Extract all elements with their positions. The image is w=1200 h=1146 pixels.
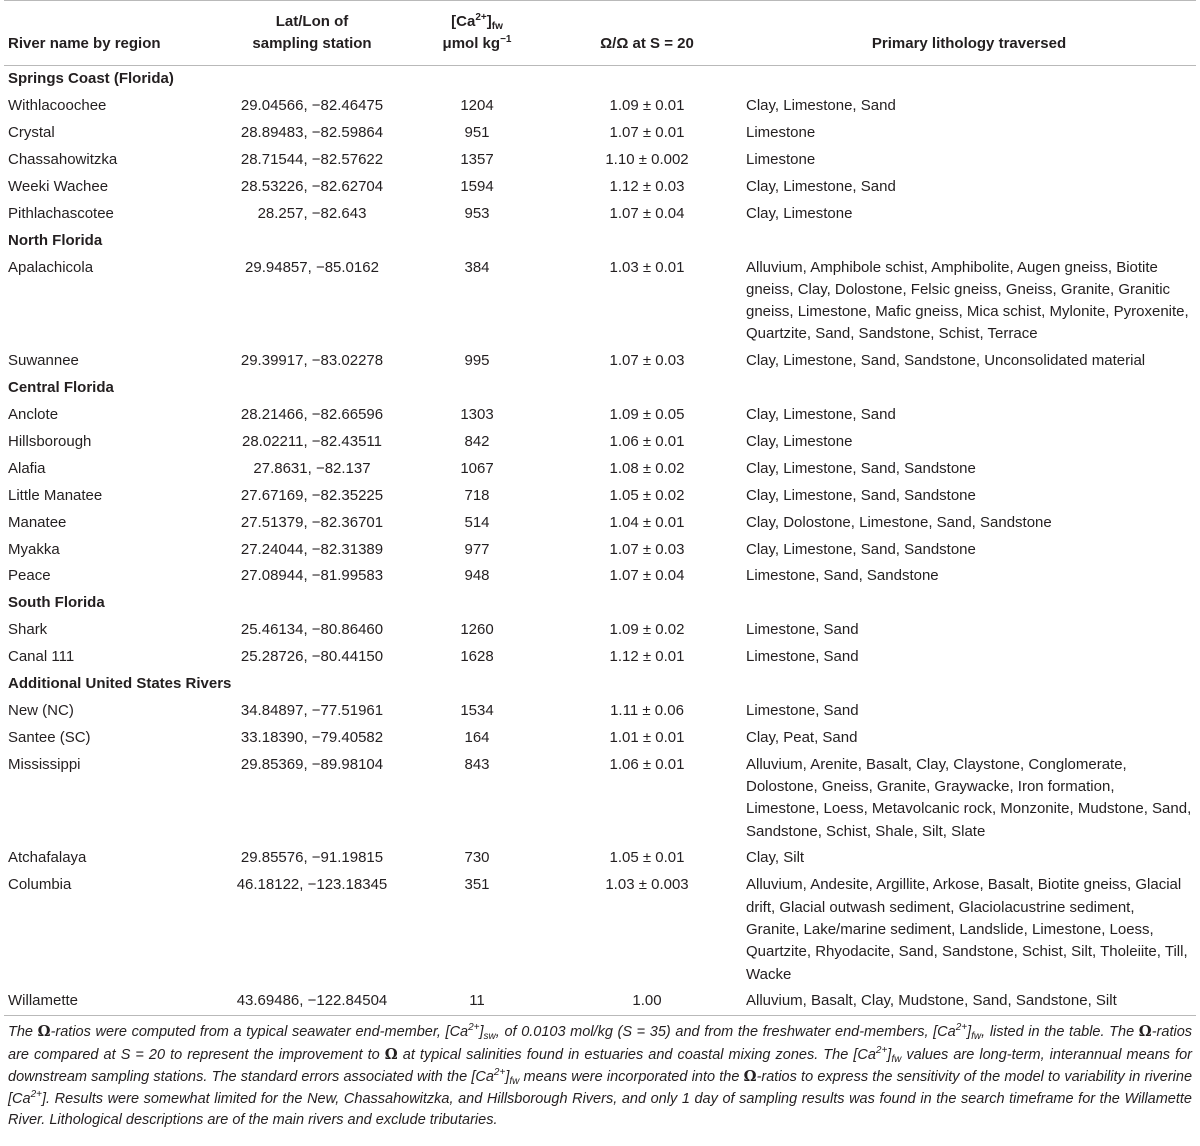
table-row [4,456,1196,483]
calcium-cell: 948 [464,567,490,585]
region-heading: South Florida [8,594,105,612]
region-row [4,590,1196,617]
lithology-cell: Clay, Limestone [746,204,853,222]
lithology-cell: Limestone [746,150,816,168]
region-heading: Additional United States Rivers [8,675,232,692]
omega-ratio-cell: 1.06 ± 0.01 [609,432,685,450]
omega-ratio-cell: 1.05 ± 0.01 [609,849,685,867]
table-row [4,200,1196,227]
latlon-cell: 33.18390, −79.40582 [240,728,384,746]
latlon-cell: 29.85576, −91.19815 [240,849,384,867]
latlon-cell: 28.71544, −82.57622 [240,150,384,168]
calcium-cell: 842 [464,432,490,450]
table-row [4,724,1196,751]
river-name-cell: Withlacoochee [8,97,107,115]
river-name-cell: Peace [8,567,51,585]
river-name-cell: Hillsborough [8,432,92,450]
omega-ratio-cell: 1.09 ± 0.02 [609,621,685,639]
latlon-cell: 28.257, −82.643 [257,204,367,222]
omega-ratio-cell: 1.07 ± 0.04 [609,204,685,222]
river-name-cell: Chassahowitzka [8,150,118,168]
river-name-cell: Weeki Wachee [8,177,109,195]
calcium-cell: 953 [464,204,490,222]
calcium-cell: 351 [464,876,490,894]
lithology-cell: Limestone [746,124,816,142]
omega-ratio-cell: 1.07 ± 0.03 [609,540,685,558]
table-row [4,536,1196,563]
lithology-cell: Clay, Dolostone, Limestone, Sand, Sandstone [746,513,1052,531]
river-name-cell: Crystal [8,124,55,142]
calcium-cell: 384 [464,258,490,276]
river-name-cell: Shark [8,621,48,639]
calcium-cell: 977 [464,540,490,558]
river-name-cell: Mississippi [8,755,81,773]
lithology-cell: Clay, Peat, Sand [746,728,858,746]
river-name-cell: Apalachicola [8,258,94,276]
calcium-cell: 1067 [460,459,494,477]
table-row [4,348,1196,375]
table-footnote: The Ω-ratios were computed from a typical seawater end-member, $[Ca^{2+}]_{sw}$, of 0.0103 mol/kg (S = 35) and from the freshwater end-members, $[Ca^{2+}]_{fw}$, listed in the table. The Ω-ratios are compared at S = 20 to represent the improvement to Ω at typical salinities found in estuaries and coastal mixing zones. The $[Ca^{2+}]_{fw}$ values are long-term, interannual means for downstream sampling stations. The standard errors associated with the $[Ca^{2+}]_{fw}$ means were incorporated into the Ω-ratios to express the sensitivity of the model to variability in riverine $[Ca^{2+}]$. Results were somewhat limited for the New, Chassahowitzka, and Hillsborough Rivers, and only 1 day of sampling results was found in the search timeframe for the Willamette River. Lithological descriptions are of the main rivers and exclude tributaries. [8,1022,1193,1129]
latlon-cell: 34.84897, −77.51961 [240,701,384,719]
latlon-cell: 27.08944, −81.99583 [240,567,384,585]
region-heading: Springs Coast (Florida) [8,70,174,88]
header-calcium: $[Ca^{2+}]_{fw}$ μmol $kg^{-1}$ [402,1,552,66]
river-name-cell: Santee (SC) [8,728,91,746]
lithology-cell: Alluvium, Arenite, Basalt, Clay, Claystone, Conglomerate, Dolostone, Gneiss, Granite, Graywacke, Iron formation, Limestone, Loess, Metavolcanic rock, Monzonite, Mudstone, Sand, Sandstone, Schist, Shale, Silt, Slate [746,755,1192,840]
river-name-cell: Columbia [8,876,72,894]
omega-ratio-cell: 1.07 ± 0.04 [609,567,685,585]
lithology-cell: Alluvium, Basalt, Clay, Mudstone, Sand, Sandstone, Silt [742,988,1196,1015]
omega-ratio-cell: 1.12 ± 0.01 [609,648,685,666]
calcium-cell: 1534 [460,701,494,719]
latlon-cell: 29.85369, −89.98104 [240,755,384,773]
table-row [4,174,1196,201]
lithology-cell: Clay, Limestone, Sand, Sandstone [746,459,976,477]
lithology-cell: Alluvium, Andesite, Argillite, Arkose, Basalt, Biotite gneiss, Glacial drift, Glacial outwash sediment, Glaciolacustrine sediment, Granite, Lake/marine sediment, Landslide, Limestone, Loess, Quartzite, Rhyodacite, Sand, Sandstone, Schist, Silt, Tholeiite, Till, Wacke [746,876,1188,983]
region-row [4,671,1196,698]
calcium-cell: 1594 [460,177,494,195]
river-name-cell: Suwannee [8,352,79,370]
calcium-cell: 1260 [460,621,494,639]
lithology-cell: Limestone, Sand [746,701,859,719]
river-name-cell: Alafia [8,459,46,477]
calcium-cell: 11 [402,988,552,1015]
lithology-cell: Alluvium, Amphibole schist, Amphibolite, Augen gneiss, Biotite gneiss, Clay, Dolostone, Felsic gneiss, Gneiss, Granite, Granitic gneiss, Limestone, Mafic gneiss, Mica schist, Mylonite, Pyroxenite, Quartzite, Sand, Sandstone, Schist, Terrace [746,258,1189,343]
table-row [4,845,1196,872]
omega-ratio-cell: 1.05 ± 0.02 [609,486,685,504]
omega-ratio-cell: 1.11 ± 0.06 [610,701,684,719]
region-row [4,66,1196,93]
river-name-cell: Little Manatee [8,486,103,504]
lithology-cell: Limestone, Sand, Sandstone [746,567,939,585]
river-name-cell: New (NC) [8,701,74,719]
lithology-cell: Clay, Limestone, Sand [746,406,896,424]
lithology-cell: Clay, Silt [746,849,805,867]
river-name-cell: Canal 111 [8,648,75,666]
river-name-cell: Manatee [8,513,67,531]
river-name-cell: Pithlachascotee [8,204,114,222]
latlon-cell: 25.28726, −80.44150 [240,648,384,666]
omega-ratio-cell: 1.08 ± 0.02 [609,459,685,477]
latlon-cell: 28.89483, −82.59864 [240,124,384,142]
calcium-cell: 1628 [460,648,494,666]
latlon-cell: 29.94857, −85.0162 [245,258,379,276]
lithology-cell: Clay, Limestone, Sand, Sandstone [746,486,976,504]
river-name-cell: Atchafalaya [8,849,87,867]
region-heading: North Florida [8,231,103,249]
table-row [4,988,1196,1015]
lithology-cell: Clay, Limestone, Sand, Sandstone, Unconsolidated material [746,352,1146,370]
latlon-cell: 27.67169, −82.35225 [240,486,384,504]
latlon-cell: 27.24044, −82.31389 [240,540,384,558]
calcium-cell: 514 [464,513,490,531]
calcium-cell: 1357 [460,150,494,168]
table-row [4,402,1196,429]
lithology-cell: Clay, Limestone, Sand [746,97,896,115]
table-body [4,66,1196,1016]
omega-ratio-cell: 1.07 ± 0.03 [609,352,685,370]
table-row [4,147,1196,174]
omega-ratio-cell: 1.06 ± 0.01 [609,755,685,773]
region-row [4,375,1196,402]
latlon-cell: 25.46134, −80.86460 [240,621,384,639]
table-row [4,254,1196,348]
data-table [4,0,1196,1016]
latlon-cell: 28.21466, −82.66596 [240,406,384,424]
omega-ratio-cell: 1.00 [552,988,742,1015]
table-row [4,751,1196,845]
lithology-cell: Limestone, Sand [746,621,859,639]
calcium-cell: 164 [464,728,490,746]
header-latlon: Lat/Lon of sampling station [222,1,402,66]
header-river: River name by region [4,1,222,66]
region-row [4,227,1196,254]
lithology-cell: Clay, Limestone, Sand, Sandstone [746,540,976,558]
river-name-cell: Anclote [8,406,59,424]
region-heading: Central Florida [8,379,114,397]
river-name-cell: Willamette [4,988,222,1015]
table-row [4,698,1196,725]
lithology-cell: Clay, Limestone, Sand [746,177,896,195]
table-row [4,563,1196,590]
table-row [4,120,1196,147]
latlon-cell: 27.8631, −82.137 [253,459,371,477]
omega-ratio-cell: 1.10 ± 0.002 [605,150,689,168]
calcium-cell: 995 [464,352,490,370]
calcium-cell: 951 [464,124,490,142]
omega-ratio-cell: 1.09 ± 0.05 [609,406,685,424]
table-row [4,509,1196,536]
table-row [4,482,1196,509]
table-header [4,1,1196,66]
omega-ratio-cell: 1.03 ± 0.01 [609,258,685,276]
lithology-cell: Clay, Limestone [746,432,853,450]
calcium-cell: 718 [464,486,490,504]
table-row [4,617,1196,644]
lithology-cell: Limestone, Sand [746,648,859,666]
table-row [4,872,1196,988]
latlon-cell: 28.02211, −82.43511 [242,432,382,450]
table-row [4,93,1196,120]
calcium-cell: 1303 [460,406,494,424]
omega-ratio-cell: 1.12 ± 0.03 [609,177,685,195]
omega-ratio-cell: 1.03 ± 0.003 [605,876,689,894]
latlon-cell: 43.69486, −122.84504 [222,988,402,1015]
latlon-cell: 46.18122, −123.18345 [236,876,388,894]
latlon-cell: 28.53226, −82.62704 [240,177,384,195]
latlon-cell: 29.04566, −82.46475 [240,97,384,115]
omega-ratio-cell: 1.09 ± 0.01 [609,97,685,115]
header-lithology: Primary lithology traversed [742,1,1196,66]
calcium-cell: 1204 [460,97,494,115]
latlon-cell: 29.39917, −83.02278 [240,352,384,370]
table-row [4,429,1196,456]
river-name-cell: Myakka [8,540,60,558]
latlon-cell: 27.51379, −82.36701 [240,513,384,531]
calcium-cell: 843 [464,755,490,773]
omega-ratio-cell: 1.07 ± 0.01 [609,124,685,142]
calcium-cell: 730 [464,849,490,867]
omega-ratio-cell: 1.04 ± 0.01 [609,513,685,531]
header-omega-ratio: Ω/Ω at S = 20 [552,1,742,66]
omega-ratio-cell: 1.01 ± 0.01 [609,728,685,746]
table-row [4,644,1196,671]
